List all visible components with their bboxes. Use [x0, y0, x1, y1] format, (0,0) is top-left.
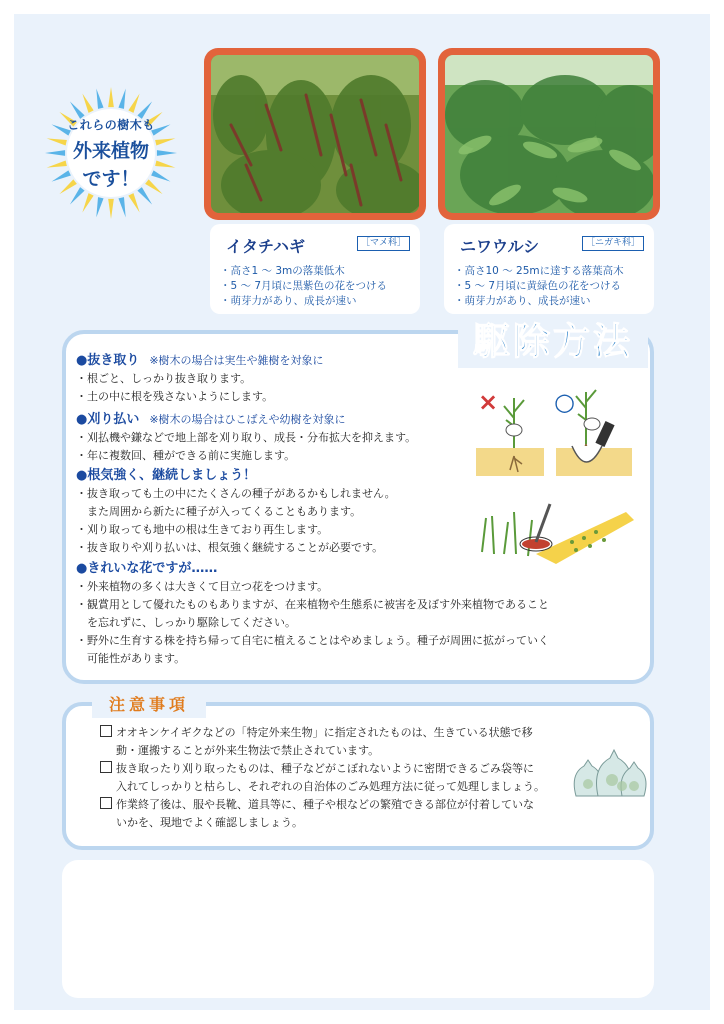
caution-item-cont: 入れてしっかりと枯らし、それぞれの自治体のごみ処理方法に従って処理しましょう。: [116, 780, 545, 793]
blank-info-box: [62, 860, 654, 998]
plant-name: イタチハギ: [226, 237, 306, 256]
plant-fact: ・高さ10 ～ 25mに達する落葉高木: [454, 265, 624, 277]
method-lines: [76, 578, 549, 668]
plant-facts: [220, 264, 387, 309]
plant-fact: ・高さ1 ～ 3mの落葉低木: [220, 265, 345, 277]
plant-card-niwaurushi: [438, 48, 660, 316]
plant-photo-niwaurushi: [445, 55, 653, 213]
wrong-mark: ×: [478, 388, 499, 416]
method-heading: ●根気強く、継続しましょう！: [76, 468, 257, 483]
method-line: ・刈り取っても地中の根は生きており再生します。: [76, 523, 329, 536]
method-line: ・土の中に根を残さないようにします。: [76, 390, 274, 403]
method-heading-text: ●刈り払い: [76, 412, 140, 427]
badge-line-1: これらの樹木も: [67, 117, 155, 132]
method-heading: [76, 411, 416, 429]
plant-facts: [454, 264, 624, 309]
caution-item: [100, 724, 545, 742]
plant-family-tag: ［マメ科］: [357, 236, 410, 251]
method-line: ・外来植物の多くは大きくて目立つ花をつけます。: [76, 580, 329, 593]
method-note: ※樹木の場合はひこばえや幼樹を対象に: [149, 413, 346, 426]
right-mark: ○: [554, 388, 575, 416]
method-line: を忘れずに、しっかり駆除してください。: [76, 616, 296, 629]
method-line: ・観賞用として優れたものもありますが、在来植物や生態系に被害を及ぼす外来植物であること: [76, 598, 549, 611]
caution-item: [100, 796, 545, 814]
method-heading: [76, 352, 324, 370]
caution-item-cont: いかを、現地でよく確認しましょう。: [116, 816, 303, 829]
method-line: ・根ごと、しっかり抜き取ります。: [76, 372, 252, 385]
caution-text: 抜き取ったり刈り取ったものは、種子などがこぼれないように密閉できるごみ袋等に: [116, 762, 534, 775]
plant-fact: ・5 ～ 7月頃に黒紫色の花をつける: [220, 280, 388, 292]
method-lines: [76, 370, 324, 406]
method-lines: [76, 429, 416, 465]
method-beautiful-flowers: [76, 560, 549, 668]
badge-text: [44, 86, 178, 220]
method-line: また周囲から新たに種子が入ってくることもあります。: [76, 505, 362, 518]
methods-title: 駆除方法: [458, 316, 648, 368]
plant-fact: ・5 ～ 7月頃に黄緑色の花をつける: [454, 280, 622, 292]
caution-item: [100, 760, 545, 778]
checkbox-icon: [100, 797, 112, 809]
method-lines: [76, 485, 396, 557]
cautions-title: 注意事項: [92, 692, 206, 718]
badge-line-3: です！: [82, 167, 140, 190]
checkbox-icon: [100, 725, 112, 737]
method-pulling: [76, 352, 324, 406]
plant-name: ニワウルシ: [460, 237, 540, 256]
method-line: ・刈払機や鎌などで地上部を刈り取り、成長・分布拡大を抑えます。: [76, 431, 417, 444]
caution-item-cont: 動・運搬することが外来生物法で禁止されています。: [116, 744, 380, 757]
plant-card-itachihagi: [204, 48, 426, 316]
method-heading: ●きれいな花ですが……: [76, 561, 218, 576]
method-cutting: [76, 411, 416, 465]
method-persistence: [76, 467, 396, 557]
plant-info-itachihagi: [210, 224, 420, 314]
plant-info-niwaurushi: [444, 224, 654, 314]
method-line: 可能性があります。: [76, 652, 186, 665]
pulling-illustration-icon: [474, 378, 634, 478]
method-line: ・野外に生育する株を持ち帰って自宅に植えることはやめましょう。種子が周囲に拡がっていく: [76, 634, 549, 647]
method-line: ・年に複数回、種ができる前に実施します。: [76, 449, 296, 462]
garbage-bags-icon: [570, 740, 648, 800]
plant-fact: ・萌芽力があり、成長が速い: [220, 295, 357, 307]
method-line: ・抜き取っても土の中にたくさんの種子があるかもしれません。: [76, 487, 396, 500]
plant-photo-itachihagi: [211, 55, 419, 213]
method-line: ・抜き取りや刈り払いは、根気強く継続することが必要です。: [76, 541, 384, 554]
badge-line-2: 外来植物: [72, 139, 149, 162]
plant-family-tag: ［ニガキ科］: [582, 236, 644, 251]
cutting-illustration-icon: [476, 498, 638, 564]
caution-list: [100, 724, 545, 832]
method-heading-text: ●抜き取り: [76, 353, 140, 368]
caution-text: オオキンケイギクなどの「特定外来生物」に指定されたものは、生きている状態で移: [116, 726, 533, 739]
plant-fact: ・萌芽力があり、成長が速い: [454, 295, 591, 307]
checkbox-icon: [100, 761, 112, 773]
method-note: ※樹木の場合は実生や雑樹を対象に: [149, 354, 324, 367]
caution-text: 作業終了後は、服や長靴、道具等に、種子や根などの繁殖できる部位が付着していな: [116, 798, 534, 811]
